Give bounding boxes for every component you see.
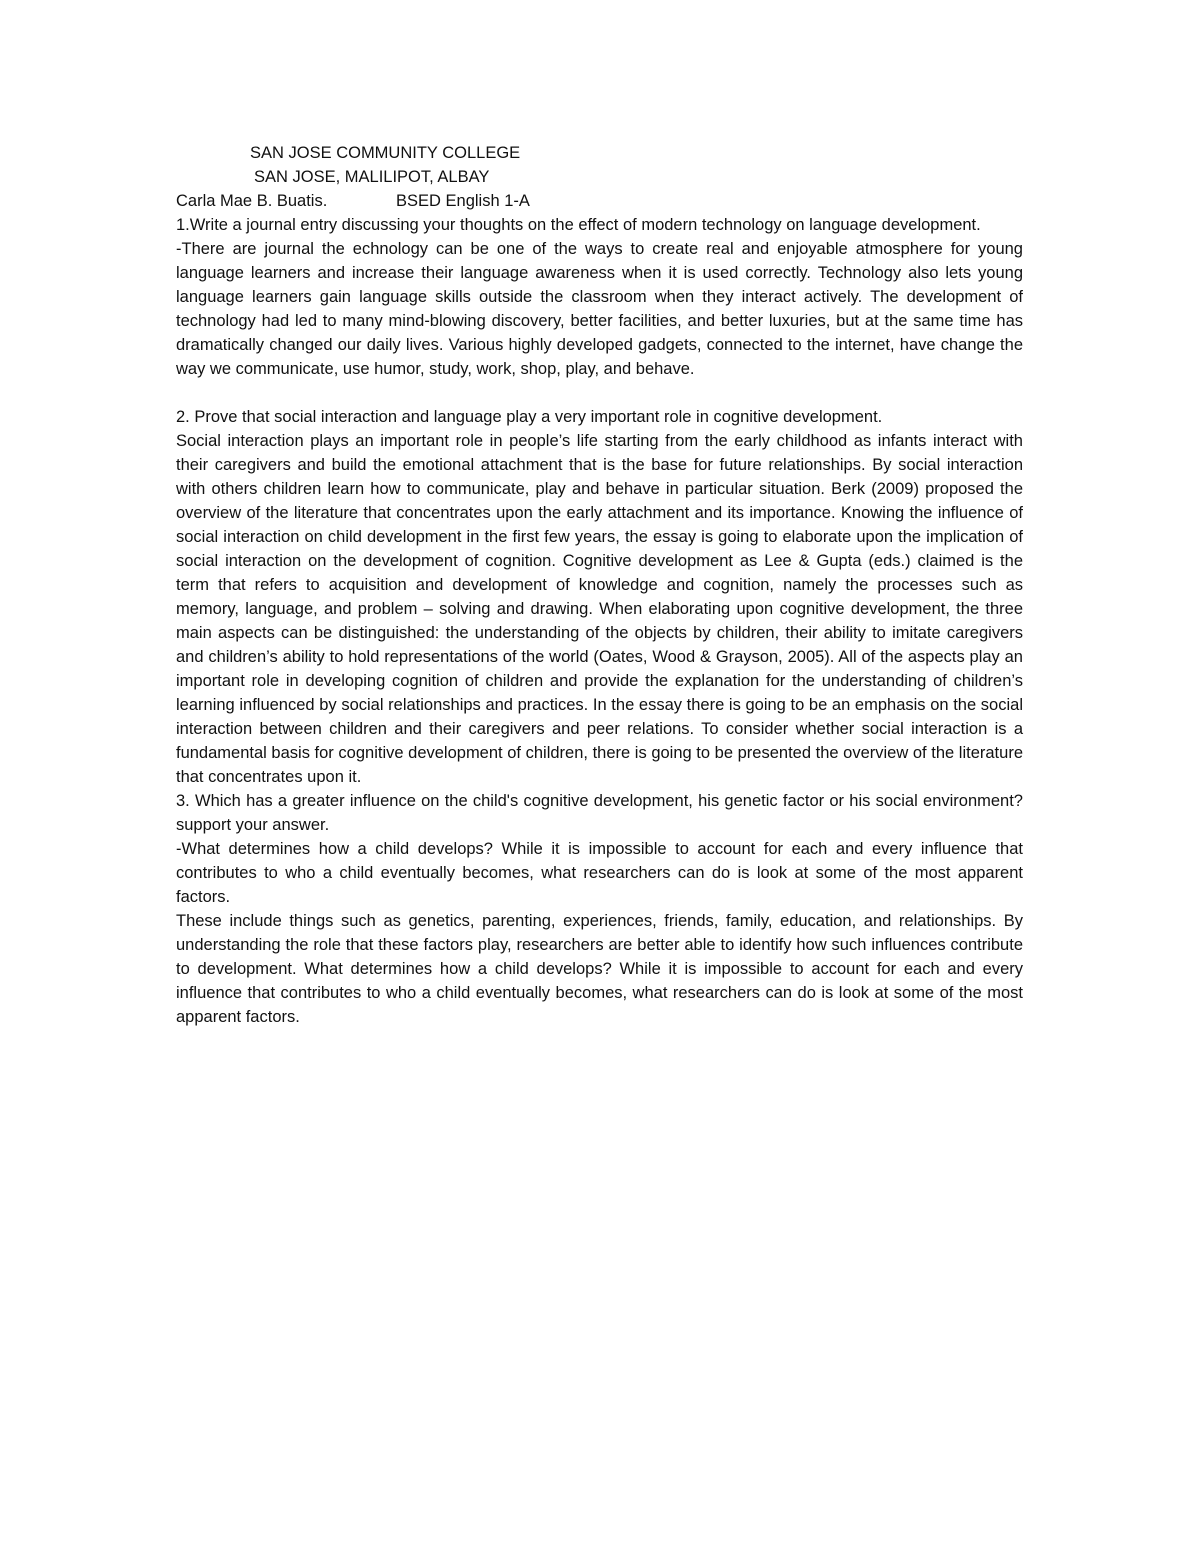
institution-name: SAN JOSE COMMUNITY COLLEGE: [250, 144, 521, 162]
institution-address: SAN JOSE, MALILIPOT, ALBAY: [254, 168, 490, 186]
answer-3-part-1: -What determines how a child develops? While it is impossible to account for each and every influence that contributes to who a child eventually becomes, what researchers can do is look at some of the most apparent factors.: [176, 840, 1023, 906]
course-section: BSED English 1-A: [396, 192, 530, 210]
question-1: 1.Write a journal entry discussing your thoughts on the effect of modern technology on language development.: [176, 216, 981, 234]
question-2: 2. Prove that social interaction and language play a very important role in cognitive development.: [176, 408, 883, 426]
student-name: Carla Mae B. Buatis.: [176, 192, 328, 210]
question-3: 3. Which has a greater influence on the child's cognitive development, his genetic factor or his social environment?support your answer.: [176, 792, 1023, 834]
answer-3-part-2: These include things such as genetics, parenting, experiences, friends, family, education, and relationships. By understanding the role that these factors play, researchers are better able to identify how such influences contribute to development. What determines how a child develops? While it is impossible to account for each and every influence that contributes to who a child eventually becomes, what researchers can do is look at some of the most apparent factors.: [176, 912, 1023, 1026]
answer-2: Social interaction plays an important role in people’s life starting from the early childhood as infants interact with their caregivers and build the emotional attachment that is the base for future relationships. By social interaction with others children learn how to communicate, play and behave in particular situation. Berk (2009) proposed the overview of the literature that concentrates upon the early attachment and its importance. Knowing the influence of social interaction on child development in the first few years, the essay is going to elaborate upon the implication of social interaction on the development of cognition. Cognitive development as Lee & Gupta (eds.) claimed is the term that refers to acquisition and development of knowledge and cognition, namely the processes such as memory, language, and problem – solving and drawing. When elaborating upon cognitive development, the three main aspects can be distinguished: the understanding of the objects by children, their ability to imitate caregivers and children’s ability to hold representations of the world (Oates, Wood & Grayson, 2005). All of the aspects play an important role in developing cognition of children and provide the explanation for the understanding of children’s learning influenced by social relationships and practices. In the essay there is going to be an emphasis on the social interaction between children and their caregivers and peer relations. To consider whether social interaction is a fundamental basis for cognitive development of children, there is going to be presented the overview of the literature that concentrates upon it.: [176, 432, 1023, 786]
student-info: [176, 189, 1023, 213]
paragraph-spacer: [176, 381, 1023, 405]
answer-1: -There are journal the echnology can be one of the ways to create real and enjoyable atmosphere for young language learners and increase their language awareness when it is used correctly. Technology also lets young language learners gain language skills outside the classroom when they interact actively. The development of technology had led to many mind-blowing discovery, better facilities, and better luxuries, but at the same time has dramatically changed our daily lives. Various highly developed gadgets, connected to the internet, have change the way we communicate, use humor, study, work, shop, play, and behave.: [176, 240, 1023, 378]
document-page: [176, 141, 1023, 1029]
